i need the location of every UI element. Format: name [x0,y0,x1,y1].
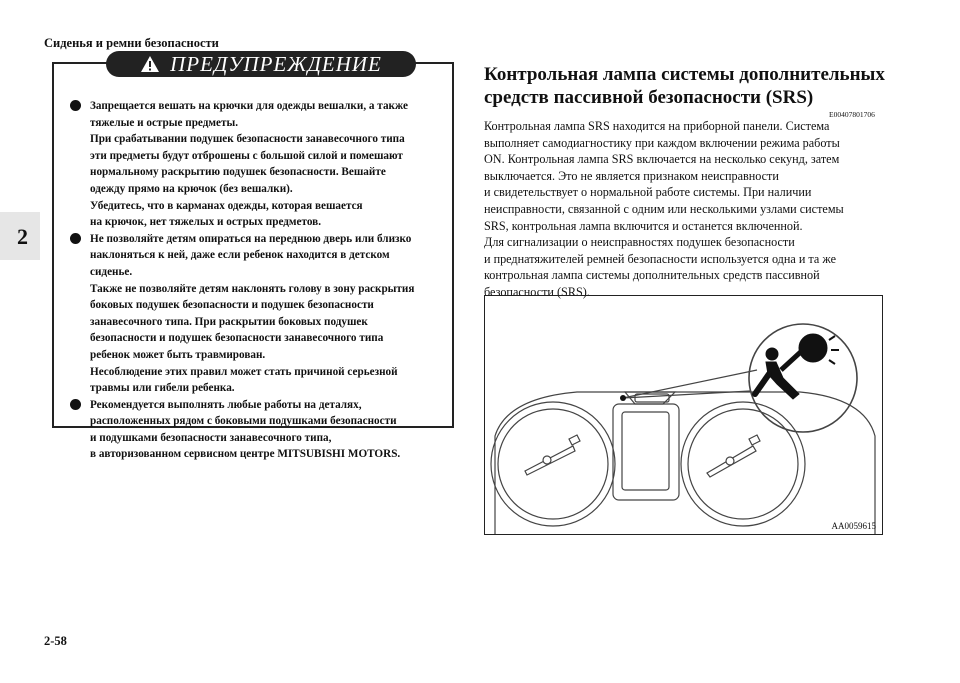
warning-line: боковых подушек безопасности и подушек безопасности [90,299,374,312]
airbag-warning-icon [755,334,839,399]
warning-line: Несоблюдение этих правил может стать причиной серьезной [90,365,398,378]
chapter-number: 2 [17,224,28,249]
warning-triangle-icon [140,55,160,73]
warning-line: Запрещается вешать на крючки для одежды вешалки, а также [90,100,408,112]
warning-line: сиденье. [90,265,133,278]
warning-item [70,231,442,397]
section-code: E00407801706 [829,110,875,119]
warning-line: тяжелые и острые предметы. [90,116,239,129]
body-line: и преднатяжителей ремней безопасности используется одна и та же [484,251,837,266]
warning-line: При срабатывании подушек безопасности занавесочного типа [90,133,405,146]
warning-line: и подушками безопасности занавесочного типа, [90,431,332,444]
warning-line: в авторизованном сервисном центре MITSUBISHI MOTORS. [90,448,401,461]
instrument-cluster-figure [484,295,883,535]
body-line: Контрольная лампа SRS находится на приборной панели. Система [484,119,830,133]
warning-line: эти предметы будут отброшены с большой силой и помешают [90,149,403,162]
body-line: выключается. Это не является признаком неисправности [484,168,779,183]
warning-banner [106,51,416,77]
warning-line: Также не позволяйте детям наклонять голову в зону раскрытия [90,282,415,295]
warning-line: безопасности и подушек безопасности занавесочного типа [90,332,384,345]
body-line: выполняет самодиагностику при каждом включении режима работы [484,135,840,150]
running-header: Сиденья и ремни безопасности [44,36,219,50]
warning-line: нормальному раскрытию подушек безопасности. Вешайте [90,166,386,179]
section-title-line: средств пассивной безопасности (SRS) [484,87,814,108]
warning-line: Не позволяйте детям опираться на переднюю дверь или близко [90,232,412,245]
warning-line: Убедитесь, что в карманах одежды, которая вешается [90,199,363,212]
warning-title: ПРЕДУПРЕЖДЕНИЕ [170,51,382,76]
warning-line: наклоняться к ней, даже если ребенок находится в детском [90,249,390,262]
warning-line: травмы или гибели ребенка. [90,382,235,395]
section-title-line: Контрольная лампа системы дополнительных [484,64,885,85]
instrument-cluster-illustration [485,296,882,534]
body-line: Для сигнализации о неисправностях подушек безопасности [484,235,795,250]
warning-line: Рекомендуется выполнять любые работы на деталях, [90,398,362,411]
warning-box [52,51,454,461]
bullet-icon [70,233,81,244]
warning-item [70,397,442,463]
bullet-icon [70,399,81,410]
body-line: неисправности, связанной с одним или несколькими узлами системы [484,201,844,216]
warning-line: на крючок, нет тяжелых и острых предметов. [90,216,322,229]
warning-line: расположенных рядом с боковыми подушками безопасности [90,415,397,428]
page-number: 2-58 [44,634,67,648]
body-line: контрольная лампа системы дополнительных средств пассивной [484,268,820,283]
section-title [484,63,914,109]
body-line: безопасности (SRS). [484,284,590,299]
warning-line: занавесочного типа. При раскрытии боковых подушек [90,315,368,328]
figure-code: AA0059615 [831,521,876,531]
chapter-tab [0,212,40,260]
warning-item [70,98,442,231]
section-body [484,118,904,301]
body-line: ON. Контрольная лампа SRS включается на несколько секунд, затем [484,152,840,167]
body-line: SRS, контрольная лампа включится и останется включенной. [484,218,803,233]
warning-list [70,98,442,463]
warning-line: ребенок может быть травмирован. [90,348,266,361]
body-line: и свидетельствует о нормальной работе системы. При наличии [484,185,812,200]
bullet-icon [70,100,81,111]
warning-line: одежду прямо на крючок (без вешалки). [90,182,293,195]
